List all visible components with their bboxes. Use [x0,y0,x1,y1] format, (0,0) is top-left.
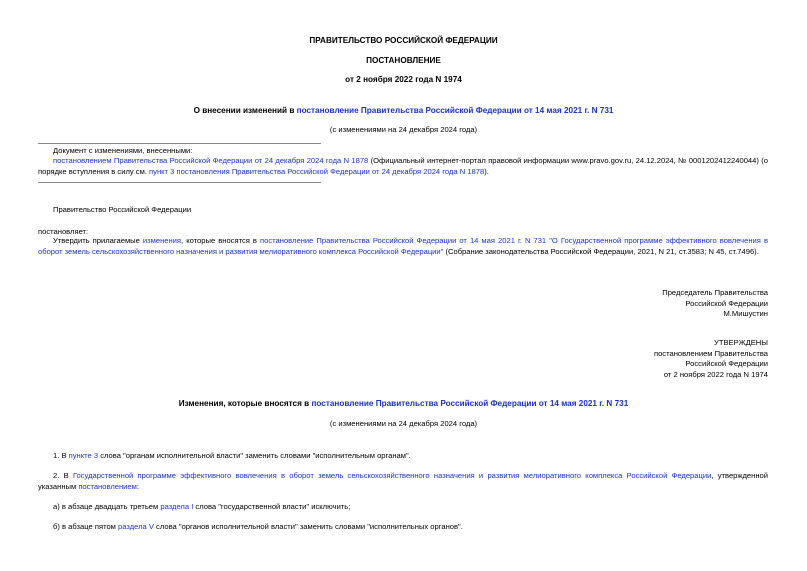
signature-position: Председатель Правительства [662,288,768,297]
amendments-text [38,156,768,177]
amendments-text-1: (Официальный интернет-портал правовой информации www.pravo.gov.ru, 24.12.2024, № 0001202412240044) (о порядке вступления в силу см. [38,156,768,176]
itema-section-link[interactable]: раздела I [160,502,194,511]
changes-link[interactable]: изменения [142,236,182,245]
approval-line-3: Российской Федерации [685,359,768,368]
amendment-link-1878[interactable]: постановлением Правительства Российской Федерации от 24 декабря 2024 года N 1878 [53,156,369,165]
changes-title [0,399,807,410]
approval-date: от 2 ноября 2022 года N 1974 [663,369,768,379]
item2-text-b: , утвержденной указанным [38,471,768,491]
document-type: ПОСТАНОВЛЕНИЕ [366,56,441,65]
amendments-label: Документ с изменениями, внесенными: [53,146,193,155]
amendments-top-rule [38,143,321,144]
subject-edition: (с изменениями на 24 декабря 2024 года) [329,125,478,134]
itema-text-a: а) в абзаце двадцать третьем [53,502,161,511]
decree-paragraph [38,236,768,257]
decree-731-link[interactable]: постановление Правительства Российской Федерации от 14 мая 2021 г. N 731 "О Государственной программе эффективного вовлечения в оборот земель сельскохозяйственного назначения и развития мелиоративного комплекса Российской Федерации" [38,236,768,256]
amendments-bottom-rule [38,182,321,183]
changes-title-prefix: Изменения, которые вносятся в [178,399,312,408]
itema-text-b: слова "государственной власти" исключить; [193,502,351,511]
amendments-text-2: ). [484,166,489,176]
item2-program-link[interactable]: Государственной программе эффективного вовлечения в оборот земель сельскохозяйственного назначения и развития мелиоративного комплекса Российской Федерации [72,471,712,480]
item2-text-a: 2. В [53,471,73,480]
item2-decree-link[interactable]: постановлением [78,481,137,491]
signature-block [500,288,768,320]
item1-text-a: 1. В [53,451,69,460]
approval-title: УТВЕРЖДЕНЫ [714,338,768,347]
approval-line-2: постановлением Правительства [653,348,768,358]
decree-text-start: Утвердить прилагаемые [53,236,143,245]
government-heading: ПРАВИТЕЛЬСТВО РОССИЙСКОЙ ФЕДЕРАЦИИ [309,36,498,45]
decree-text-mid: , которые вносятся в [181,236,261,245]
itemb-text-a: б) в абзаце пятом [53,522,119,531]
signature-name: М.Мишустин [723,309,768,318]
itemb-section-link[interactable]: раздела V [118,522,154,531]
changes-edition: (с изменениями на 24 декабря 2024 года) [329,419,478,428]
changes-title-link[interactable]: постановление Правительства Российской Федерации от 14 мая 2021 г. N 731 [311,399,629,408]
change-item-1 [53,451,411,462]
item2-text-c: : [136,481,139,491]
item1-link[interactable]: пункте 3 [68,451,99,460]
change-item-a [53,502,350,513]
change-item-2 [38,471,768,492]
issuer-text: Правительство Российской Федерации [53,205,192,214]
subject-prefix: О внесении изменений в [193,106,297,115]
approval-block [500,338,768,380]
change-item-b [53,522,463,533]
document-date: от 2 ноября 2022 года N 1974 [345,75,462,84]
decree-text-end: (Собрание законодательства Российской Федерации, 2021, N 21, ст.3583; N 45, ст.7496). [443,246,759,256]
item1-text-b: слова "органам исполнительной власти" заменить словами "исполнительным органам". [98,451,411,460]
signature-country: Российской Федерации [685,298,768,308]
itemb-text-b: слова "органов исполнительной власти" заменить словами "исполнительных органов". [153,522,463,531]
amendment-link-point3[interactable]: пункт 3 постановления Правительства Российской Федерации от 24 декабря 2024 года N 1878 [149,166,485,176]
decrees-text: постановляет: [38,227,89,236]
subject-link[interactable]: постановление Правительства Российской Федерации от 14 мая 2021 г. N 731 [296,106,614,115]
document-subject [0,106,807,117]
